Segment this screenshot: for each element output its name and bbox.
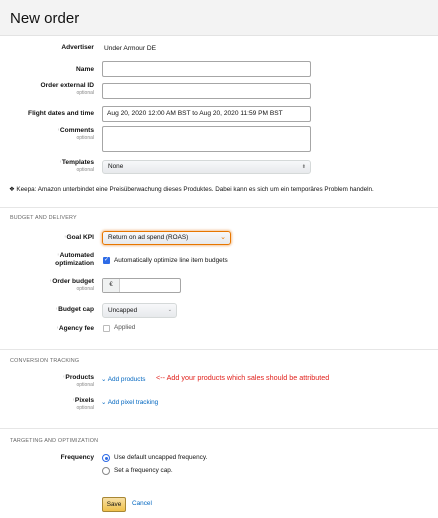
templates-select[interactable] bbox=[102, 160, 311, 174]
external-id-input[interactable] bbox=[102, 83, 311, 99]
products-label-text: Products bbox=[65, 374, 94, 381]
save-button[interactable]: Save bbox=[102, 497, 126, 512]
name-row bbox=[0, 61, 438, 79]
cancel-link[interactable]: Cancel bbox=[132, 500, 152, 507]
templates-optional: optional bbox=[76, 167, 94, 173]
pixels-info-icon[interactable]: ⁱ bbox=[73, 398, 74, 404]
pixels-optional: optional bbox=[76, 405, 94, 411]
automated-checkbox[interactable] bbox=[103, 257, 110, 264]
automated-checkbox-label[interactable]: Automatically optimize line item budgets bbox=[114, 257, 228, 264]
goal-kpi-select-value: Return on ad spend (ROAS) bbox=[108, 234, 189, 241]
order-budget-row bbox=[0, 277, 438, 295]
automated-label-line2: optimization bbox=[55, 260, 94, 267]
divider bbox=[0, 207, 438, 208]
goal-kpi-label-text: Goal KPI bbox=[66, 234, 94, 241]
products-info-icon[interactable]: ⁱ bbox=[63, 375, 65, 381]
chevron-down-icon: ⌄ bbox=[220, 234, 226, 241]
flight-label: Flight dates and time bbox=[28, 110, 94, 117]
flight-dates-input[interactable]: Aug 20, 2020 12:00 AM BST to Aug 20, 2020 11:59 PM BST bbox=[102, 106, 311, 122]
frequency-cap-radio[interactable] bbox=[102, 467, 110, 475]
budget-cap-label-text: Budget cap bbox=[58, 306, 94, 313]
agency-fee-info-icon[interactable]: ⁱ bbox=[56, 326, 58, 332]
comments-row bbox=[0, 126, 438, 154]
section-header-conversion: CONVERSION TRACKING bbox=[10, 358, 80, 364]
templates-row bbox=[0, 158, 438, 176]
comments-label bbox=[58, 127, 94, 141]
products-optional: optional bbox=[76, 382, 94, 388]
frequency-cap-row bbox=[0, 466, 438, 478]
section-header-budget: BUDGET AND DELIVERY bbox=[10, 215, 77, 221]
agency-fee-checkbox[interactable] bbox=[103, 325, 110, 332]
products-label bbox=[64, 374, 94, 388]
frequency-label: Frequency bbox=[60, 454, 94, 461]
external-id-label bbox=[40, 82, 94, 96]
automated-label-line1: Automated bbox=[59, 252, 94, 259]
divider bbox=[0, 349, 438, 350]
name-input[interactable] bbox=[102, 61, 311, 77]
section-header-targeting: TARGETING AND OPTIMIZATION bbox=[10, 438, 99, 444]
external-id-optional: optional bbox=[76, 90, 94, 96]
templates-info-icon[interactable]: ⁱ bbox=[59, 160, 61, 166]
budget-cap-select-value: Uncapped bbox=[108, 307, 138, 314]
order-budget-info-icon[interactable]: ⁱ bbox=[50, 279, 52, 285]
budget-cap-select[interactable] bbox=[102, 303, 177, 318]
updown-caret-icon: ⬍ bbox=[301, 164, 306, 170]
templates-label-text: Templates bbox=[61, 159, 94, 166]
comments-textarea[interactable] bbox=[102, 126, 311, 152]
templates-select-value: None bbox=[108, 163, 124, 170]
chevron-down-icon: ⌄ bbox=[167, 307, 172, 313]
goal-kpi-row bbox=[0, 230, 438, 246]
pixels-label bbox=[73, 397, 94, 411]
pixels-row bbox=[0, 397, 438, 411]
frequency-default-label[interactable]: Use default uncapped frequency. bbox=[114, 454, 208, 461]
pixels-label-text: Pixels bbox=[74, 397, 94, 404]
agency-fee-checkbox-label[interactable]: Applied bbox=[114, 324, 136, 331]
frequency-cap-label[interactable]: Set a frequency cap. bbox=[114, 467, 173, 474]
keepa-notice: ❖ Keepa: Amazon unterbindet eine Preisüberwachung dieses Produktes. Dabei kann es sich um ein temporäres Problem handeln. bbox=[9, 186, 374, 193]
add-products-link[interactable]: ⌄ Add products bbox=[101, 376, 146, 383]
order-budget-input[interactable] bbox=[102, 278, 181, 293]
comments-label-text: Comments bbox=[59, 127, 94, 134]
annotation-text: <-- Add your products which sales should be attributed bbox=[156, 373, 330, 382]
add-pixel-tracking-link[interactable]: ⌄ Add pixel tracking bbox=[101, 399, 159, 406]
name-label: Name bbox=[76, 66, 94, 73]
frequency-row bbox=[0, 453, 438, 465]
budget-cap-row bbox=[0, 303, 438, 319]
external-id-label-text: Order external ID bbox=[40, 82, 94, 89]
budget-cap-info-icon[interactable]: ⁱ bbox=[56, 307, 58, 313]
agency-fee-row bbox=[0, 324, 438, 336]
euro-currency-icon: € bbox=[103, 279, 120, 292]
goal-kpi-select[interactable] bbox=[102, 231, 231, 245]
automated-info-icon[interactable]: ⁱ bbox=[57, 253, 59, 259]
external-id-row bbox=[0, 82, 438, 100]
page-title: New order bbox=[10, 10, 80, 27]
order-budget-label-text: Order budget bbox=[52, 278, 94, 285]
agency-fee-label-text: Agency fee bbox=[58, 325, 94, 332]
order-budget-optional: optional bbox=[76, 286, 94, 292]
divider bbox=[0, 428, 438, 429]
advertiser-row bbox=[0, 44, 438, 54]
order-budget-label bbox=[50, 278, 94, 292]
goal-kpi-info-icon[interactable]: ⁱ bbox=[64, 235, 66, 241]
automated-row bbox=[0, 252, 438, 272]
budget-cap-label bbox=[56, 306, 94, 314]
agency-fee-label bbox=[57, 325, 94, 333]
header-bar bbox=[0, 0, 438, 36]
templates-label bbox=[60, 159, 94, 173]
frequency-default-radio[interactable] bbox=[102, 454, 110, 462]
comments-optional: optional bbox=[76, 135, 94, 141]
goal-kpi-label bbox=[65, 234, 94, 242]
automated-label bbox=[55, 252, 94, 268]
flight-row bbox=[0, 106, 438, 124]
comments-info-icon[interactable]: ⁱ bbox=[58, 128, 59, 134]
advertiser-value: Under Armour DE bbox=[104, 45, 157, 52]
advertiser-label: Advertiser bbox=[61, 44, 94, 51]
